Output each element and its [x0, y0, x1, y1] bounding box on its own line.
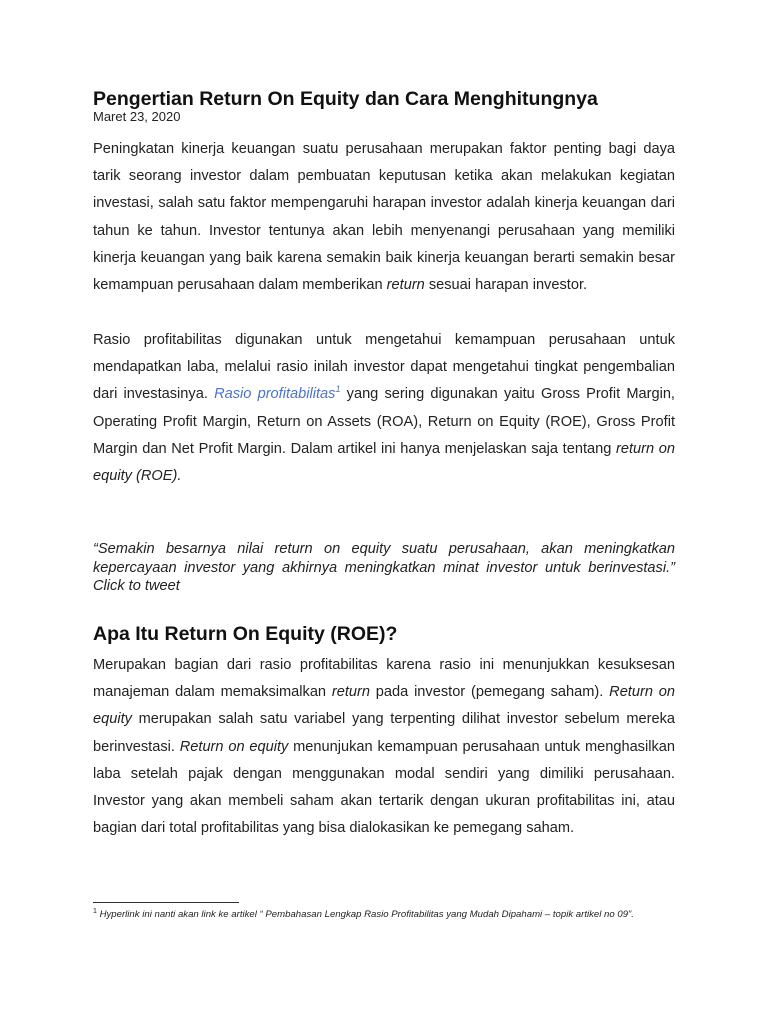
footnote-divider	[93, 902, 239, 903]
footnote-number: 1	[93, 907, 97, 915]
italic-term: return on equity (ROE).	[93, 440, 676, 485]
italic-term: return	[386, 277, 425, 294]
paragraph-profitability	[93, 327, 675, 490]
article-title: Pengertian Return On Equity dan Cara Menghitungnya	[93, 88, 598, 110]
paragraph-intro	[93, 136, 675, 299]
rasio-profitabilitas-link[interactable]: Rasio profitabilitas	[214, 386, 336, 403]
pull-quote: “Semakin besarnya nilai return on equity suatu perusahaan, akan meningkatkan kepercayaan investor yang akhirnya meningkatkan minat investor untuk berinvestasi.” Click to tweet	[93, 541, 675, 595]
paragraph-text: pada investor (pemegang saham).	[369, 684, 610, 701]
footnote-text: Hyperlink ini nanti akan link ke artikel “ Pembahasan Lengkap Rasio Profitabilitas yang Mudah Dipahami – topik artikel no 09”.	[96, 909, 634, 920]
paragraph-text: menunjukan kemampuan perusahaan untuk menghasilkan laba setelah pajak dengan menggunakan modal sendiri yang dimiliki perusahaan. Investor yang akan membeli saham akan tertarik dengan ukuran profitabilitas ini, atau bagian dari total profitabilitas yang bisa dialokasikan ke pemegang saham.	[93, 738, 675, 837]
paragraph-text: Rasio profitabilitas digunakan untuk mengetahui kemampuan perusahaan untuk mendapatkan laba, melalui rasio inilah investor dapat mengetahui tingkat pengembalian dari investasinya.	[93, 332, 675, 403]
footnote-ref[interactable]: 1	[335, 384, 341, 395]
italic-term: return	[331, 684, 370, 701]
footnote	[93, 908, 675, 922]
paragraph-text: Merupakan bagian dari rasio profitabilitas karena rasio ini menunjukkan kesuksesan manajeman dalam memaksimalkan	[93, 657, 675, 701]
paragraph-roe	[93, 652, 675, 842]
section-heading: Apa Itu Return On Equity (ROE)?	[93, 623, 398, 645]
italic-term: Return on equity	[93, 684, 676, 728]
paragraph-text: Peningkatan kinerja keuangan suatu perusahaan merupakan faktor penting bagi daya tarik seorang investor dalam pembuatan keputusan ketika akan melakukan kegiatan investasi, salah satu faktor mempengaruhi harapan investor adalah kinerja keuangan dari tahun ke tahun. Investor tentunya akan lebih menyenangi perusahaan yang memiliki kinerja keuangan yang baik karena semakin baik kinerja keuangan berarti semakin besar kemampuan perusahaan dalam memberikan	[93, 141, 675, 294]
paragraph-text: merupakan salah satu variabel yang terpenting dilihat investor sebelum mereka berinvestasi.	[93, 711, 675, 755]
paragraph-text: sesuai harapan investor.	[424, 277, 588, 294]
article-date: Maret 23, 2020	[93, 109, 181, 124]
paragraph-text: yang sering digunakan yaitu Gross Profit Margin, Operating Profit Margin, Return on Assets (ROA), Return on Equity (ROE), Gross Profit Margin dan Net Profit Margin. Dalam artikel ini hanya menjelaskan saja tentang	[93, 386, 675, 457]
italic-term: Return on equity	[179, 738, 289, 755]
